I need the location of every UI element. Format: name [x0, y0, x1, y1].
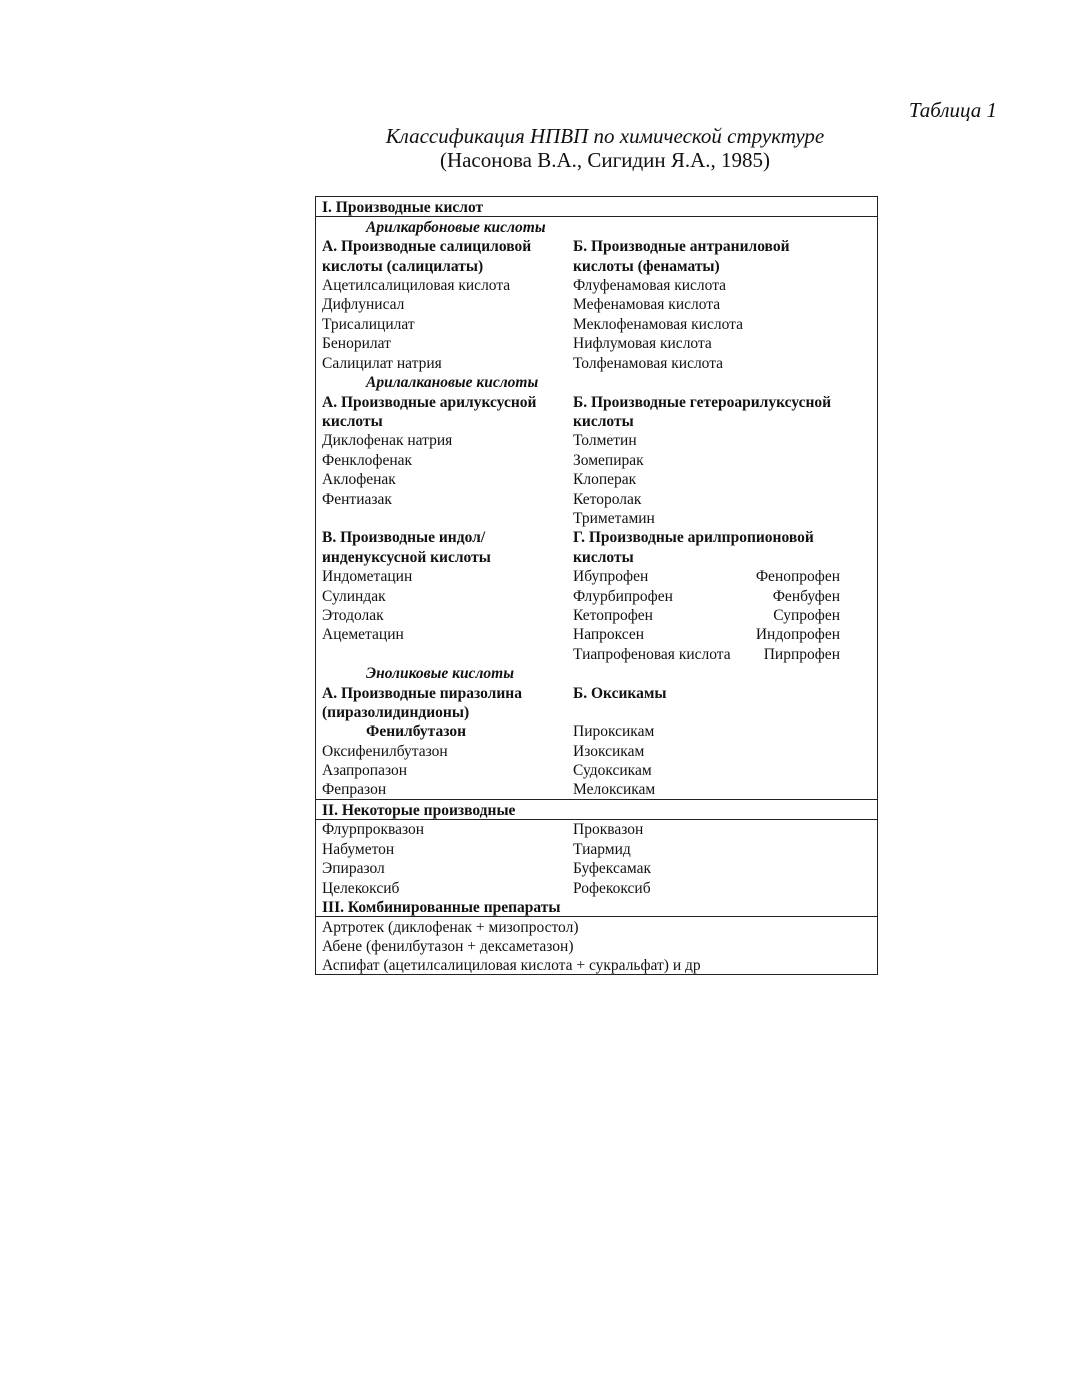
- subgroup-heading: кислоты: [573, 549, 634, 566]
- drug-name: Фенилбутазон: [366, 723, 467, 740]
- group-heading: Эноликовые кислоты: [366, 665, 514, 682]
- section-heading: III. Комбинированные препараты: [322, 899, 561, 916]
- combination-drug: Аспифат (ацетилсалициловая кислота + сукральфат) и др: [322, 957, 701, 974]
- combination-drug: Абене (фенилбутазон + дексаметазон): [322, 938, 574, 955]
- drug-name: Сулиндак: [322, 588, 386, 605]
- drug-name: Фенклофенак: [322, 452, 413, 469]
- subgroup-heading: Б. Производные антраниловой: [573, 238, 790, 255]
- drug-name: Индопрофен: [755, 626, 840, 643]
- drug-name: Трисалицилат: [322, 316, 415, 333]
- drug-name: Салицилат натрия: [322, 355, 442, 372]
- drug-name: Ацетилсалициловая кислота: [322, 277, 511, 294]
- table-number: Таблица 1: [908, 98, 997, 122]
- subgroup-heading: Б. Оксикамы: [573, 685, 667, 702]
- drug-name: Толфенамовая кислота: [573, 355, 724, 372]
- classification-table: [315, 196, 878, 975]
- drug-name: Индометацин: [322, 568, 413, 585]
- subgroup-heading: А. Производные арилуксусной: [322, 394, 537, 411]
- drug-name: Пирпрофен: [763, 646, 840, 663]
- subgroup-heading: А. Производные салициловой: [322, 238, 532, 255]
- drug-name: Меклофенамовая кислота: [573, 316, 743, 333]
- subgroup-heading: (пиразолидиндионы): [322, 704, 470, 721]
- section-heading: I. Производные кислот: [322, 199, 484, 216]
- drug-name: Зомепирак: [573, 452, 644, 469]
- subgroup-heading: А. Производные пиразолина: [322, 685, 522, 702]
- drug-name: Кетопрофен: [573, 607, 653, 624]
- table-title: Классификация НПВП по химической структуре: [385, 124, 825, 148]
- drug-name: Фенопрофен: [755, 568, 840, 585]
- drug-name: Нифлумовая кислота: [573, 335, 712, 352]
- drug-name: Фенбуфен: [772, 588, 840, 605]
- drug-name: Фентиазак: [322, 491, 392, 508]
- subgroup-heading: В. Производные индол/: [322, 529, 486, 546]
- section-heading: II. Некоторые производные: [322, 802, 516, 819]
- drug-name: Эпиразол: [322, 860, 385, 877]
- drug-name: Напроксен: [573, 626, 645, 643]
- subgroup-heading: кислоты: [573, 413, 634, 430]
- table-subtitle: (Насонова В.А., Сигидин Я.А., 1985): [439, 148, 771, 172]
- subgroup-heading: Б. Производные гетероарилуксусной: [573, 394, 832, 411]
- drug-name: Целекоксиб: [322, 880, 400, 897]
- subgroup-heading: кислоты (фенаматы): [573, 258, 720, 275]
- drug-name: Флурбипрофен: [573, 588, 673, 605]
- drug-name: Буфексамак: [573, 860, 652, 877]
- group-heading: Арилкарбоновые кислоты: [366, 219, 546, 236]
- drug-name: Мефенамовая кислота: [573, 296, 721, 313]
- drug-name: Азапропазон: [322, 762, 408, 779]
- drug-name: Триметамин: [573, 510, 655, 527]
- drug-name: Пироксикам: [573, 723, 655, 740]
- drug-name: Тиармид: [573, 841, 631, 858]
- drug-name: Кеторолак: [573, 491, 642, 508]
- combination-drug: Артротек (диклофенак + мизопростол): [322, 919, 579, 936]
- drug-name: Этодолак: [322, 607, 384, 624]
- group-heading: Арилалкановые кислоты: [366, 374, 539, 391]
- subgroup-heading: Г. Производные арилпропионовой: [573, 529, 814, 546]
- drug-name: Ибупрофен: [573, 568, 649, 585]
- drug-name: Фепразон: [322, 781, 387, 798]
- drug-name: Супрофен: [773, 607, 840, 624]
- drug-name: Ацеметацин: [322, 626, 404, 643]
- drug-name: Оксифенилбутазон: [322, 743, 448, 760]
- drug-name: Рофекоксиб: [573, 880, 651, 897]
- drug-name: Изоксикам: [573, 743, 645, 760]
- drug-name: Дифлунисал: [322, 296, 405, 313]
- drug-name: Бенорилат: [322, 335, 391, 352]
- subgroup-heading: кислоты (салицилаты): [322, 258, 484, 275]
- drug-name: Аклофенак: [322, 471, 396, 488]
- drug-name: Диклофенак натрия: [322, 432, 453, 449]
- drug-name: Тиапрофеновая кислота: [573, 646, 731, 663]
- drug-name: Флуфенамовая кислота: [573, 277, 727, 294]
- drug-name: Толметин: [573, 432, 637, 449]
- drug-name: Клоперак: [573, 471, 637, 488]
- subgroup-heading: инденуксусной кислоты: [322, 549, 491, 566]
- subgroup-heading: кислоты: [322, 413, 383, 430]
- drug-name: Флурпроквазон: [322, 821, 425, 838]
- drug-name: Судоксикам: [573, 762, 652, 779]
- drug-name: Набуметон: [322, 841, 395, 858]
- drug-name: Проквазон: [573, 821, 644, 838]
- drug-name: Мелоксикам: [573, 781, 656, 798]
